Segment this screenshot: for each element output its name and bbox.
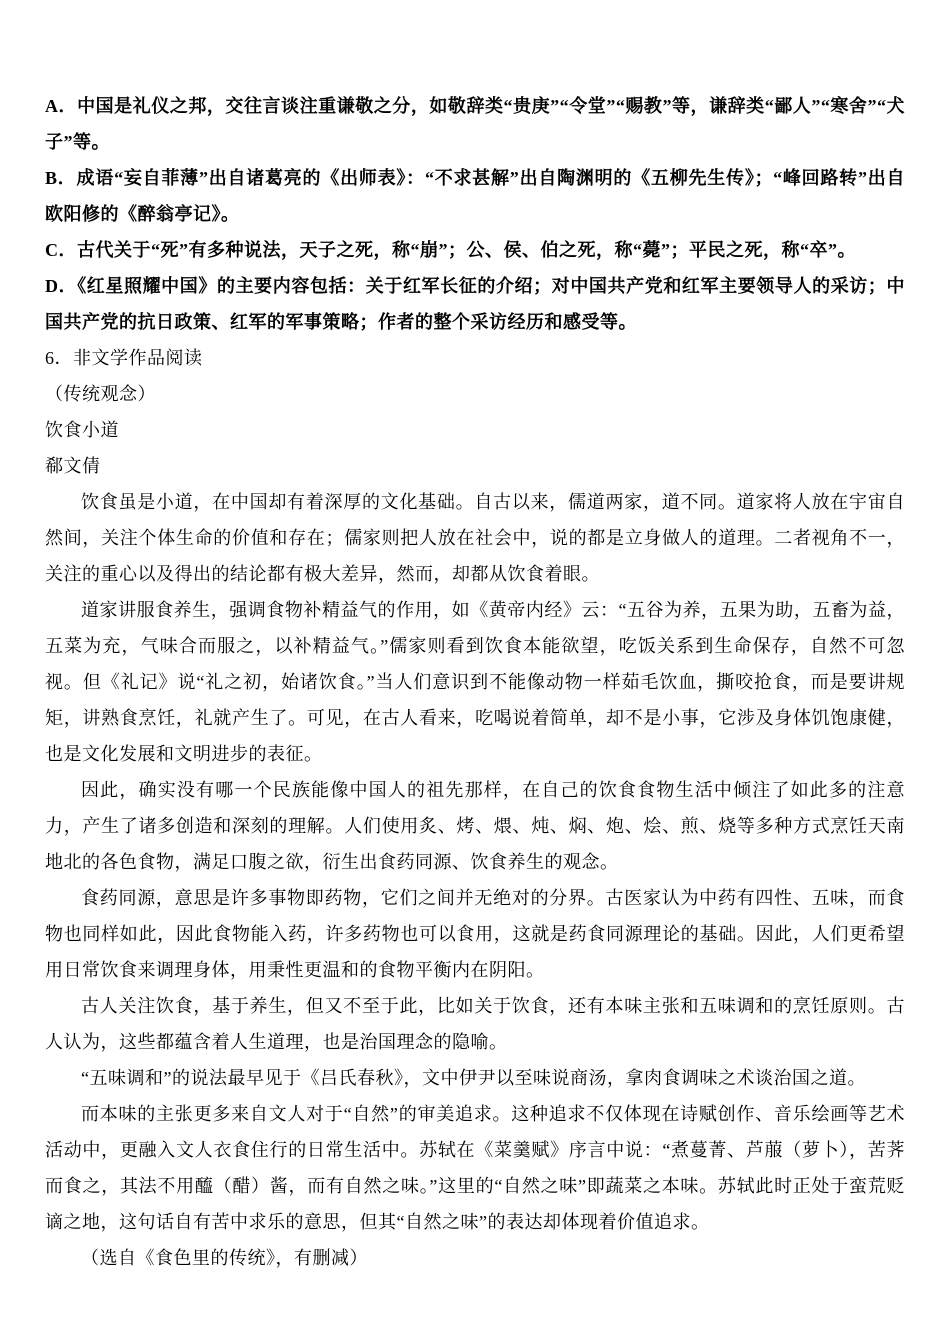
article-paragraph-6: “五味调和”的说法最早见于《吕氏春秋》，文中伊尹以至味说商汤，拿肉食调味之术谈治国之道。 <box>81 1068 866 1088</box>
article-paragraph-3: 因此，确实没有哪一个民族能像中国人的祖先那样，在自己的饮食食物生活中倾注了如此多的注意力，产生了诸多创造和深刻的理解。人们使用炙、烤、煨、炖、焖、炮、烩、煎、烧等多种方式烹饪天南地北的各色食物，满足口腹之欲，衍生出食药同源、饮食养生的观念。 <box>45 780 905 872</box>
article-title: 饮食小道 <box>45 420 119 440</box>
option-c: C．古代关于“死”有多种说法，天子之死，称“崩”；公、侯、伯之死，称“薨”；平民之死，称“卒”。 <box>45 240 856 260</box>
option-d: D．《红星照耀中国》的主要内容包括：关于红军长征的介绍；对中国共产党和红军主要领导人的采访；中国共产党的抗日政策、红军的军事策略；作者的整个采访经历和感受等。 <box>45 276 905 332</box>
source-note: （选自《食色里的传统》，有删减） <box>81 1248 368 1268</box>
article-paragraph-7: 而本味的主张更多来自文人对于“自然”的审美追求。这种追求不仅体现在诗赋创作、音乐绘画等艺术活动中，更融入文人衣食住行的日常生活中。苏轼在《菜羹赋》序言中说：“煮蔓菁、芦菔（萝卜），苦荠而食之，其法不用醯（醋）酱，而有自然之味。”这里的“自然之味”即蔬菜之本味。苏轼此时正处于蛮荒贬谪之地，这句话自有苦中求乐的意思，但其“自然之味”的表达却体现着价值追求。 <box>45 1104 905 1232</box>
option-b: B．成语“妄自菲薄”出自诸葛亮的《出师表》：“不求甚解”出自陶渊明的《五柳先生传》；“峰回路转”出自欧阳修的《醉翁亭记》。 <box>45 168 905 224</box>
article-author: 郗文倩 <box>45 456 101 476</box>
question-heading: 6．非文学作品阅读 <box>45 348 203 368</box>
article-paragraph-1: 饮食虽是小道，在中国却有着深厚的文化基础。自古以来，儒道两家，道不同。道家将人放在宇宙自然间，关注个体生命的价值和存在；儒家则把人放在社会中，说的都是立身做人的道理。二者视角不一，关注的重心以及得出的结论都有极大差异，然而，却都从饮食着眼。 <box>45 492 905 584</box>
genre-note: （传统观念） <box>45 384 156 404</box>
option-a: A．中国是礼仪之邦，交往言谈注重谦敬之分，如敬辞类“贵庚”“令堂”“赐教”等，谦辞类“鄙人”“寒舍”“犬子”等。 <box>45 96 905 152</box>
article-paragraph-5: 古人关注饮食，基于养生，但又不至于此，比如关于饮食，还有本味主张和五味调和的烹饪原则。古人认为，这些都蕴含着人生道理，也是治国理念的隐喻。 <box>45 996 905 1052</box>
article-paragraph-4: 食药同源，意思是许多事物即药物，它们之间并无绝对的分界。古医家认为中药有四性、五味，而食物也同样如此，因此食物能入药，许多药物也可以食用，这就是药食同源理论的基础。因此，人们更希望用日常饮食来调理身体，用秉性更温和的食物平衡内在阴阳。 <box>45 888 905 980</box>
article-paragraph-2: 道家讲服食养生，强调食物补精益气的作用，如《黄帝内经》云：“五谷为养，五果为助，五畜为益，五菜为充，气味合而服之，以补精益气。”儒家则看到饮食本能欲望，吃饭关系到生命保存，自然不可忽视。但《礼记》说“礼之初，始诸饮食。”当人们意识到不能像动物一样茹毛饮血，撕咬抢食，而是要讲规矩，讲熟食烹饪，礼就产生了。可见，在古人看来，吃喝说着简单，却不是小事，它涉及身体饥饱康健，也是文化发展和文明进步的表征。 <box>45 600 905 764</box>
